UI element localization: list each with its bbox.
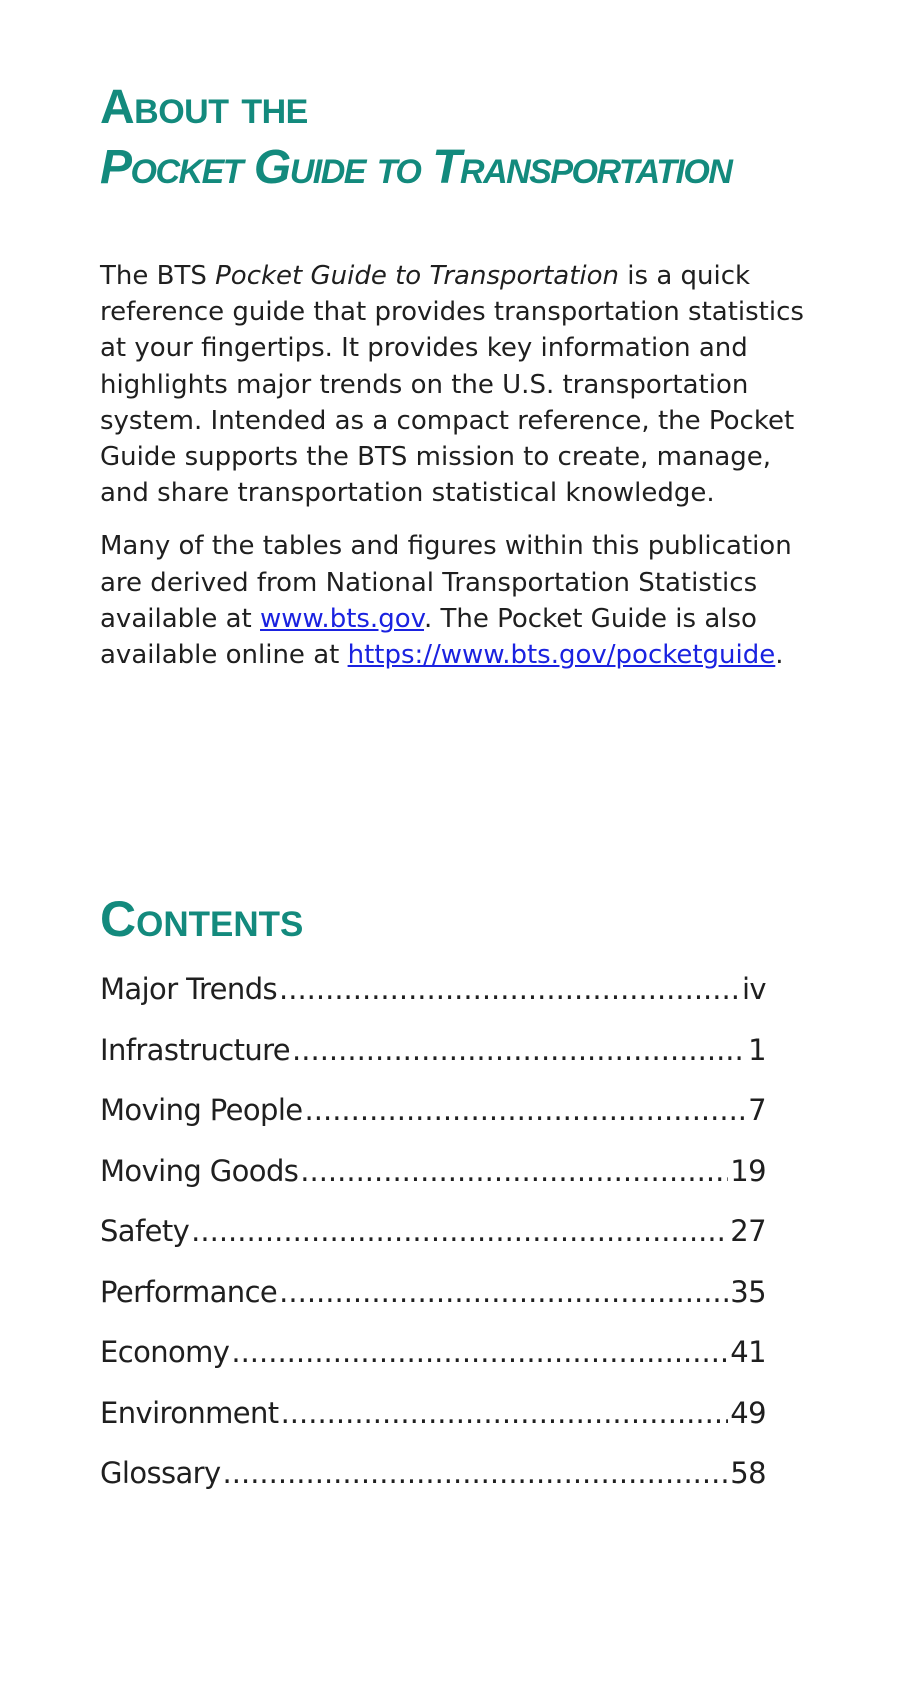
toc-entry[interactable] — [100, 1335, 766, 1396]
para1-publication-title: Pocket Guide to Transportation — [215, 261, 620, 291]
toc-entry-page-number: 58 — [730, 1456, 766, 1490]
pocketguide-link[interactable]: https://www.bts.gov/pocketguide — [347, 640, 776, 671]
toc-entry[interactable] — [100, 972, 766, 1033]
bts-website-link[interactable]: www.bts.gov — [260, 603, 424, 634]
para2-text-end: . — [775, 640, 784, 671]
about-heading — [100, 78, 731, 198]
toc-entry-title: Moving Goods — [100, 1153, 299, 1188]
toc-entry[interactable] — [100, 1456, 766, 1517]
toc-entry-page-number: iv — [741, 972, 766, 1006]
toc-dot-leader — [300, 1154, 728, 1188]
about-heading-line1: About the — [100, 81, 308, 134]
toc-entry[interactable] — [100, 1033, 766, 1094]
toc-dot-leader — [281, 1396, 729, 1430]
toc-entry-page-number: 35 — [730, 1274, 766, 1309]
para2-text-middle: . The Pocket Guide is also available online at — [100, 603, 757, 671]
toc-dot-leader — [279, 972, 740, 1006]
toc-dot-leader — [279, 1275, 728, 1309]
toc-entry-page-number: 27 — [730, 1214, 766, 1248]
toc-entry-page-number: 49 — [730, 1395, 766, 1430]
toc-entry-title: Infrastructure — [100, 1032, 291, 1067]
toc-dot-leader — [292, 1033, 746, 1067]
toc-entry-title: Performance — [100, 1274, 278, 1309]
toc-entry[interactable] — [100, 1396, 766, 1457]
about-heading-line2: Pocket Guide to Transportation — [100, 141, 732, 194]
toc-entry[interactable] — [100, 1093, 766, 1154]
toc-entry-page-number: 41 — [730, 1335, 766, 1369]
toc-entry-page-number: 7 — [748, 1093, 766, 1127]
toc-entry-title: Environment — [100, 1395, 279, 1430]
about-paragraph-1 — [100, 258, 820, 511]
about-body — [100, 258, 820, 690]
about-paragraph-2 — [100, 528, 820, 673]
para1-text-start: The BTS — [100, 261, 216, 291]
toc-dot-leader — [231, 1335, 728, 1369]
toc-entry-title: Major Trends — [100, 972, 278, 1006]
toc-entry-title: Safety — [100, 1214, 190, 1248]
table-of-contents — [100, 972, 766, 1517]
toc-entry[interactable] — [100, 1275, 766, 1336]
toc-entry-title: Glossary — [100, 1456, 221, 1490]
contents-heading: Contents — [100, 891, 304, 947]
para2-text-start: Many of the tables and figures within this publication are derived from National Transportation Statistics available at — [100, 531, 792, 634]
toc-dot-leader — [305, 1093, 747, 1127]
toc-entry-title: Moving People — [100, 1093, 303, 1127]
toc-entry-title: Economy — [100, 1335, 230, 1369]
toc-dot-leader — [223, 1456, 729, 1490]
toc-entry-page-number: 19 — [730, 1153, 766, 1188]
toc-entry[interactable] — [100, 1154, 766, 1215]
para1-text-end: is a quick reference guide that provides transportation statistics at your fingertips. It provides key information and highlights major trends on the U.S. transportation system. Intended as a compact reference, the Pocket Guide supports the BTS mission to create, manage, and share transportation statistical knowledge. — [100, 261, 804, 509]
toc-entry-page-number: 1 — [748, 1032, 766, 1067]
toc-entry[interactable] — [100, 1214, 766, 1275]
toc-dot-leader — [191, 1214, 728, 1248]
